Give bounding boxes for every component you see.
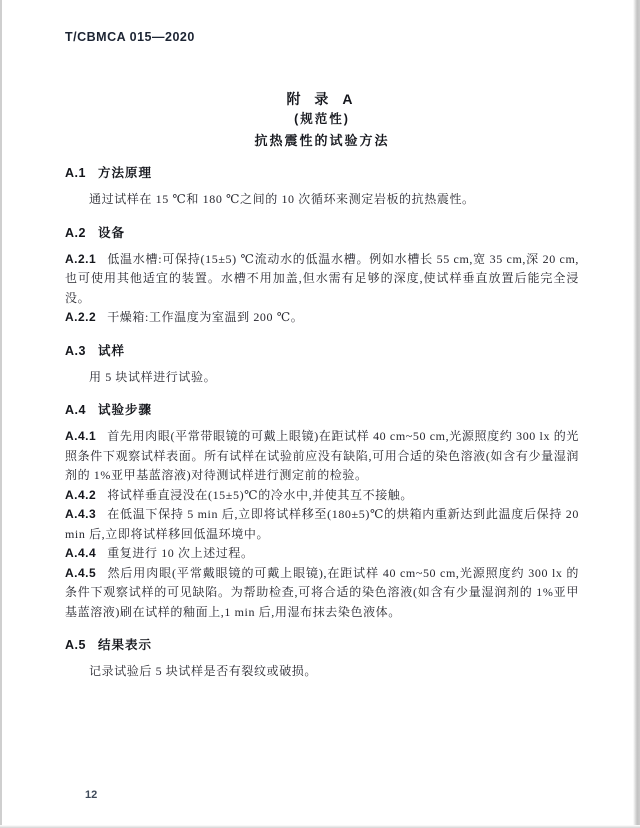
section-heading [65,163,579,181]
clause [65,544,579,564]
section-title: 试样 [97,343,125,358]
section-a1 [65,163,579,210]
clause-text: 低温水槽:可保持(15±5) ℃流动水的低温水槽。例如水槽长 55 cm,宽 35 cm,深 20 cm,也可使用其他适宜的装置。水槽不用加盖,但水需有足够的深度,使试样垂直放置后能完全浸没。 [65,251,579,305]
section-title: 设备 [97,225,125,240]
page-number: 12 [85,789,98,801]
clause-number: A.4.3 [65,507,97,521]
clause [65,505,579,544]
body-paragraph: 通过试样在 15 ℃和 180 ℃之间的 10 次循环来测定岩板的抗热震性。 [89,192,475,206]
section-heading [65,223,579,241]
clause-number: A.2.2 [65,310,97,324]
clause [65,486,579,506]
clause-number: A.4.1 [65,429,97,443]
page-content [65,30,579,685]
section-number: A.1 [65,166,86,180]
clause-number: A.2.1 [65,251,97,266]
section-a2 [65,223,579,328]
clause-text: 干燥箱:工作温度为室温到 200 ℃。 [107,310,304,324]
section-title: 方法原理 [97,166,152,180]
section-number: A.4 [65,403,86,417]
section-heading [65,400,579,418]
clause-text: 在低温下保持 5 min 后,立即将试样移至(180±5)℃的烘箱内重新达到此温度后保持 20 min 后,立即将试样移回低温环境中。 [65,507,579,541]
clause-text: 然后用肉眼(平常戴眼镜的可戴上眼镜),在距试样 40 cm~50 cm,光源照度约 300 lx 的条件下观察试样的可见缺陷。为帮助检查,可将合适的染色溶液(如含有少量湿润剂的 1%亚甲基蓝溶液)刷在试样的釉面上,1 min 后,用湿布抹去染色液体。 [65,565,579,619]
appendix-normative-tag: (规范性) [294,112,350,126]
section-heading [65,635,579,653]
appendix-header [65,90,579,150]
body-paragraph: 记录试验后 5 块试样是否有裂纹或破损。 [89,664,318,678]
appendix-title: 抗热震性的试验方法 [254,133,390,148]
clause-number: A.4.2 [65,487,97,502]
body-paragraph: 用 5 块试样进行试验。 [89,369,217,384]
section-number: A.3 [65,343,86,358]
section-number: A.2 [65,225,86,240]
section-a4 [65,400,579,622]
scan-edge-right [633,0,640,828]
clause-text: 将试样垂直浸没在(15±5)℃的冷水中,并使其互不接触。 [107,487,413,502]
section-a5 [65,635,579,682]
section-title: 试验步骤 [97,403,152,417]
clause-text: 重复进行 10 次上述过程。 [107,546,254,560]
section-heading [65,341,579,359]
section-a3 [65,341,579,388]
section-title: 结果表示 [97,638,152,652]
appendix-label: 附 录 A [286,91,358,107]
section-number: A.5 [65,638,86,652]
clause [65,308,579,328]
clause [65,250,579,309]
clause [65,564,579,623]
clause-number: A.4.4 [65,546,97,560]
clause [65,427,579,486]
standard-number: T/CBMCA 015—2020 [65,30,195,44]
scan-edge-left [0,0,2,828]
clause-number: A.4.5 [65,565,97,580]
clause-text: 首先用肉眼(平常带眼镜的可戴上眼镜)在距试样 40 cm~50 cm,光源照度约 300 lx 的光照条件下观察试样表面。所有试样在试验前应没有缺陷,可用合适的染色溶液(如含有少量湿润剂的 1%亚甲基蓝溶液)对待测试样进行测定前的检验。 [65,429,579,482]
